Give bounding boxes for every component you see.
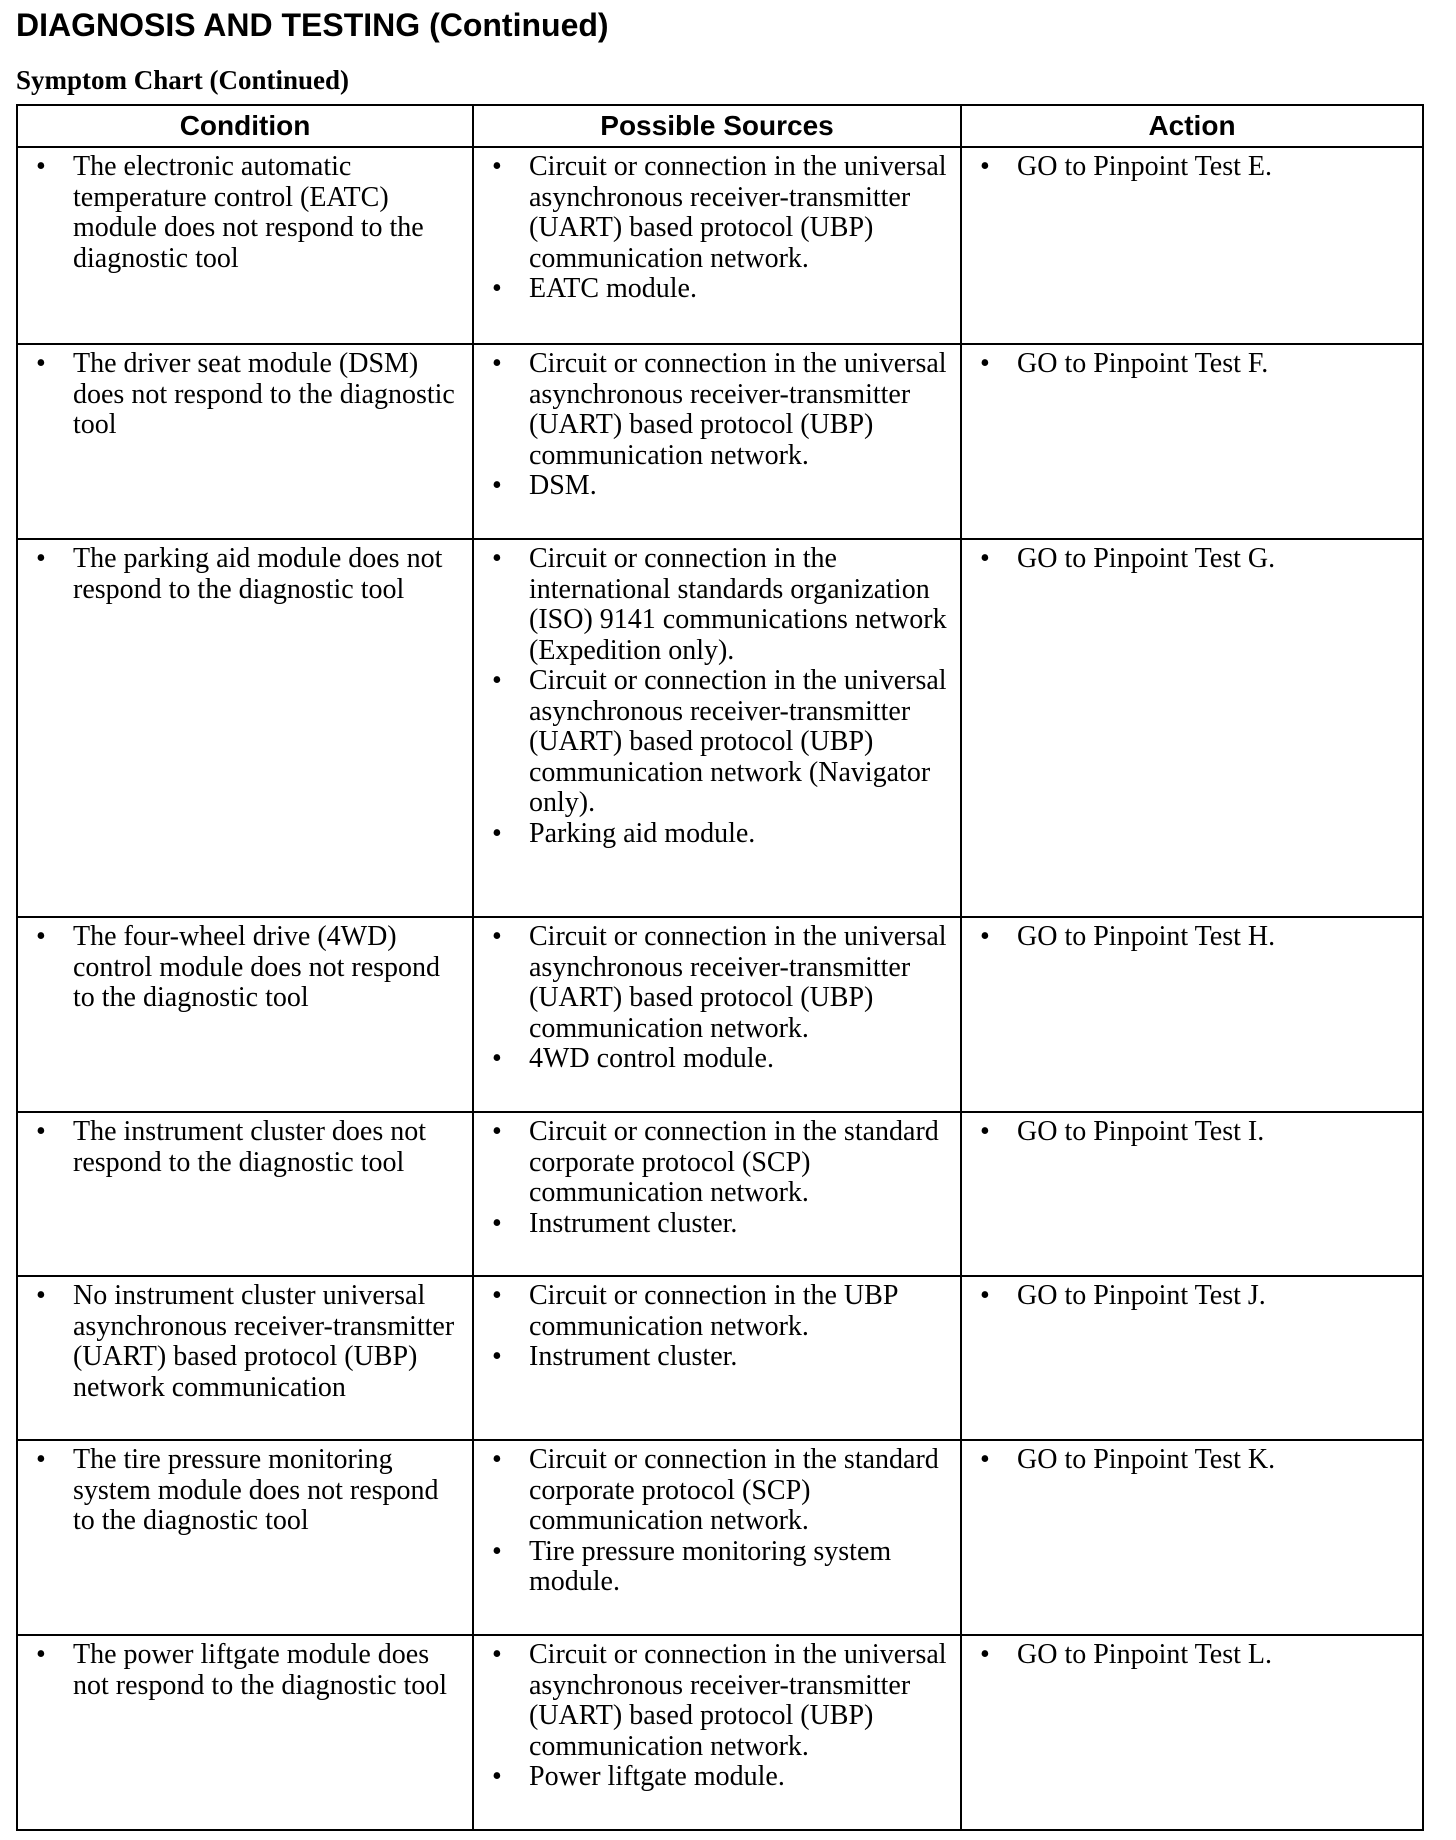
- action-cell: [961, 1276, 1423, 1440]
- table-row: [17, 344, 1423, 539]
- condition-cell: [17, 1112, 473, 1276]
- condition-cell: [17, 344, 473, 539]
- condition-text: • The electronic automatic temperature control (EATC) module does not respond to the diagnostic tool: [18, 152, 472, 274]
- action-cell: [961, 147, 1423, 344]
- symptom-chart-table: [16, 104, 1424, 1831]
- table-header-row: [17, 105, 1423, 147]
- action-text: • GO to Pinpoint Test L.: [962, 1640, 1422, 1671]
- source-item: • Instrument cluster.: [474, 1342, 960, 1373]
- action-text: • GO to Pinpoint Test E.: [962, 152, 1422, 183]
- header-possible-sources: Possible Sources: [473, 105, 961, 147]
- source-item: • Circuit or connection in the UBP communication network.: [474, 1281, 960, 1342]
- condition-cell: [17, 1276, 473, 1440]
- sources-cell: [473, 1276, 961, 1440]
- condition-text: • The driver seat module (DSM) does not respond to the diagnostic tool: [18, 349, 472, 441]
- source-item: • EATC module.: [474, 274, 960, 305]
- source-item: • DSM.: [474, 471, 960, 502]
- section-title: Symptom Chart (Continued): [16, 65, 350, 95]
- condition-text: • The parking aid module does not respond to the diagnostic tool: [18, 544, 472, 605]
- table-row: [17, 147, 1423, 344]
- header-condition: Condition: [17, 105, 473, 147]
- sources-cell: [473, 147, 961, 344]
- source-item: • Circuit or connection in the standard corporate protocol (SCP) communication network.: [474, 1445, 960, 1537]
- source-item: • Circuit or connection in the international standards organization (ISO) 9141 communications network (Expedition only).: [474, 544, 960, 666]
- condition-cell: [17, 1635, 473, 1830]
- sources-cell: [473, 1440, 961, 1635]
- source-item: • Parking aid module.: [474, 819, 960, 850]
- condition-text: • The four-wheel drive (4WD) control module does not respond to the diagnostic tool: [18, 922, 472, 1014]
- action-cell: [961, 1635, 1423, 1830]
- condition-text: • The tire pressure monitoring system module does not respond to the diagnostic tool: [18, 1445, 472, 1537]
- action-cell: [961, 917, 1423, 1112]
- action-text: • GO to Pinpoint Test J.: [962, 1281, 1422, 1312]
- action-text: • GO to Pinpoint Test K.: [962, 1445, 1422, 1476]
- sources-cell: [473, 1112, 961, 1276]
- action-text: • GO to Pinpoint Test H.: [962, 922, 1422, 953]
- source-item: • Circuit or connection in the standard corporate protocol (SCP) communication network.: [474, 1117, 960, 1209]
- table-row: [17, 1112, 1423, 1276]
- action-cell: [961, 344, 1423, 539]
- source-item: • Circuit or connection in the universal asynchronous receiver-transmitter (UART) based protocol (UBP) communication network.: [474, 152, 960, 274]
- condition-cell: [17, 147, 473, 344]
- table-row: [17, 1276, 1423, 1440]
- action-text: • GO to Pinpoint Test F.: [962, 349, 1422, 380]
- source-item: • Circuit or connection in the universal asynchronous receiver-transmitter (UART) based protocol (UBP) communication network.: [474, 1640, 960, 1762]
- condition-text: • No instrument cluster universal asynchronous receiver-transmitter (UART) based protocol (UBP) network communication: [18, 1281, 472, 1403]
- sources-cell: [473, 344, 961, 539]
- source-item: • Tire pressure monitoring system module.: [474, 1537, 960, 1598]
- table-row: [17, 1635, 1423, 1830]
- condition-cell: [17, 1440, 473, 1635]
- source-item: • Power liftgate module.: [474, 1762, 960, 1793]
- action-text: • GO to Pinpoint Test G.: [962, 544, 1422, 575]
- sources-cell: [473, 539, 961, 917]
- header-action: Action: [961, 105, 1423, 147]
- source-item: • Circuit or connection in the universal asynchronous receiver-transmitter (UART) based protocol (UBP) communication network.: [474, 349, 960, 471]
- sources-cell: [473, 917, 961, 1112]
- condition-cell: [17, 917, 473, 1112]
- table-row: [17, 917, 1423, 1112]
- source-item: • 4WD control module.: [474, 1044, 960, 1075]
- action-cell: [961, 539, 1423, 917]
- action-cell: [961, 1440, 1423, 1635]
- action-text: • GO to Pinpoint Test I.: [962, 1117, 1422, 1148]
- table-row: [17, 1440, 1423, 1635]
- sources-cell: [473, 1635, 961, 1830]
- source-item: • Instrument cluster.: [474, 1209, 960, 1240]
- condition-cell: [17, 539, 473, 917]
- action-cell: [961, 1112, 1423, 1276]
- table-row: [17, 539, 1423, 917]
- page-title: DIAGNOSIS AND TESTING (Continued): [16, 7, 609, 43]
- condition-text: • The power liftgate module does not respond to the diagnostic tool: [18, 1640, 472, 1701]
- source-item: • Circuit or connection in the universal asynchronous receiver-transmitter (UART) based protocol (UBP) communication network (Navigator only).: [474, 666, 960, 819]
- condition-text: • The instrument cluster does not respond to the diagnostic tool: [18, 1117, 472, 1178]
- source-item: • Circuit or connection in the universal asynchronous receiver-transmitter (UART) based protocol (UBP) communication network.: [474, 922, 960, 1044]
